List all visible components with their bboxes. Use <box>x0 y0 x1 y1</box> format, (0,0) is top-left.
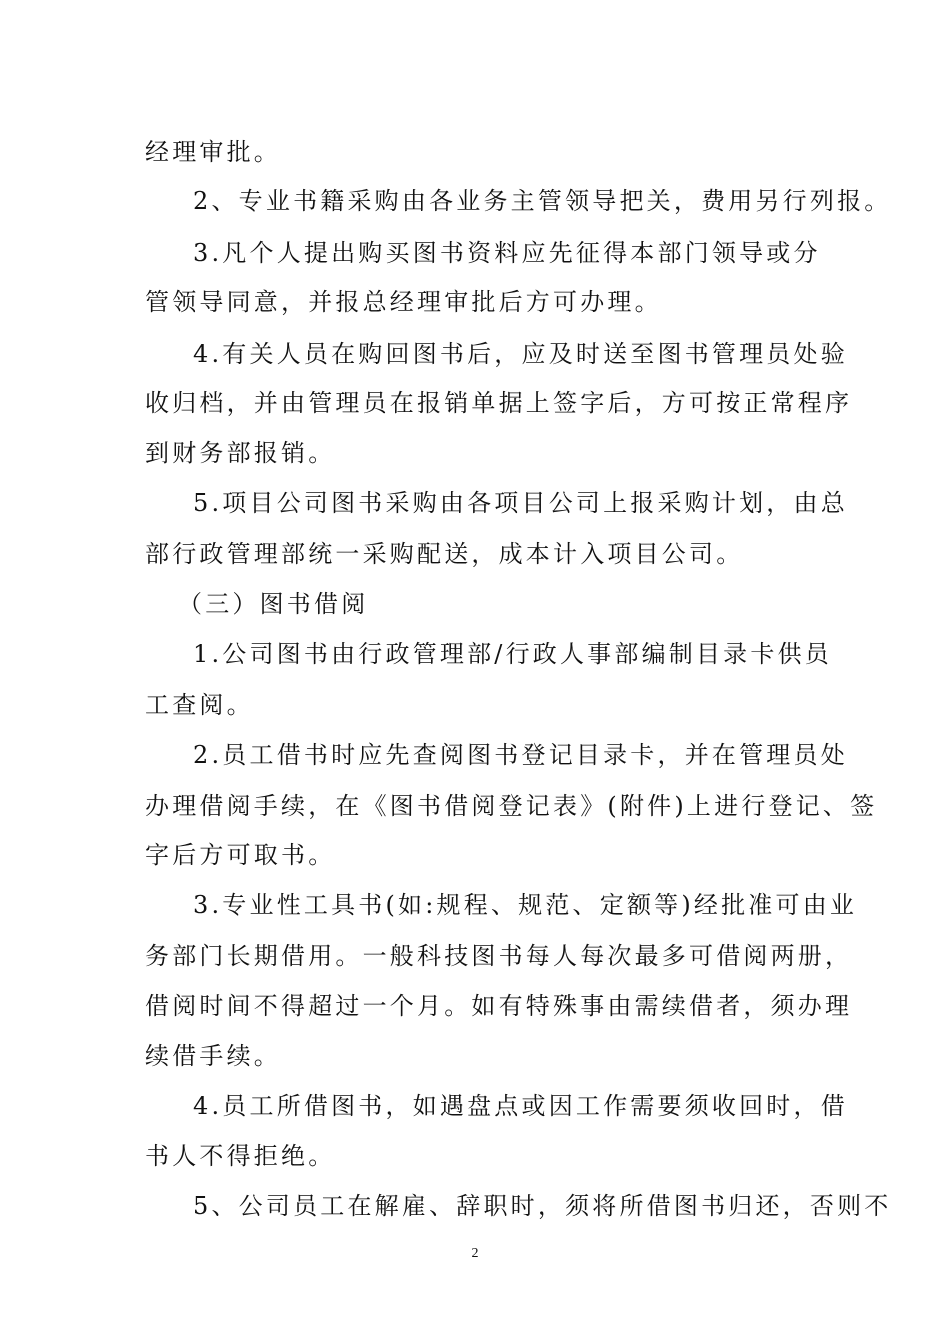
paragraph-line: 2.员工借书时应先查阅图书登记目录卡，并在管理员处 <box>193 741 848 769</box>
paragraph-line: 4.有关人员在购回图书后，应及时送至图书管理员处验 <box>193 340 848 368</box>
paragraph-line: 收归档，并由管理员在报销单据上签字后，方可按正常程序 <box>145 389 853 417</box>
paragraph-line: 部行政管理部统一采购配送，成本计入项目公司。 <box>145 540 744 568</box>
paragraph-line: 务部门长期借用。一般科技图书每人每次最多可借阅两册， <box>145 942 853 970</box>
paragraph-line: 书人不得拒绝。 <box>145 1142 336 1170</box>
paragraph-line: 经理审批。 <box>145 138 281 166</box>
paragraph-line: 办理借阅手续，在《图书借阅登记表》(附件)上进行登记、签 <box>145 792 878 820</box>
paragraph-line: 1.公司图书由行政管理部/行政人事部编制目录卡供员 <box>193 640 832 668</box>
paragraph-line: 工查阅。 <box>145 691 254 719</box>
paragraph-line: 管领导同意，并报总经理审批后方可办理。 <box>145 288 662 316</box>
paragraph-line: 5.项目公司图书采购由各项目公司上报采购计划，由总 <box>193 489 848 517</box>
section-heading: （三）图书借阅 <box>178 590 369 618</box>
paragraph-line: 3.凡个人提出购买图书资料应先征得本部门领导或分 <box>193 239 821 267</box>
paragraph-line: 5、公司员工在解雇、辞职时，须将所借图书归还，否则不 <box>193 1192 892 1220</box>
paragraph-line: 2、专业书籍采购由各业务主管领导把关，费用另行列报。 <box>193 187 892 215</box>
paragraph-line: 借阅时间不得超过一个月。如有特殊事由需续借者，须办理 <box>145 992 853 1020</box>
paragraph-line: 4.员工所借图书，如遇盘点或因工作需要须收回时，借 <box>193 1092 848 1120</box>
paragraph-line: 字后方可取书。 <box>145 841 336 869</box>
paragraph-line: 到财务部报销。 <box>145 439 336 467</box>
paragraph-line: 续借手续。 <box>145 1042 281 1070</box>
paragraph-line: 3.专业性工具书(如:规程、规范、定额等)经批准可由业 <box>193 891 858 919</box>
page-number: 2 <box>471 1246 479 1261</box>
